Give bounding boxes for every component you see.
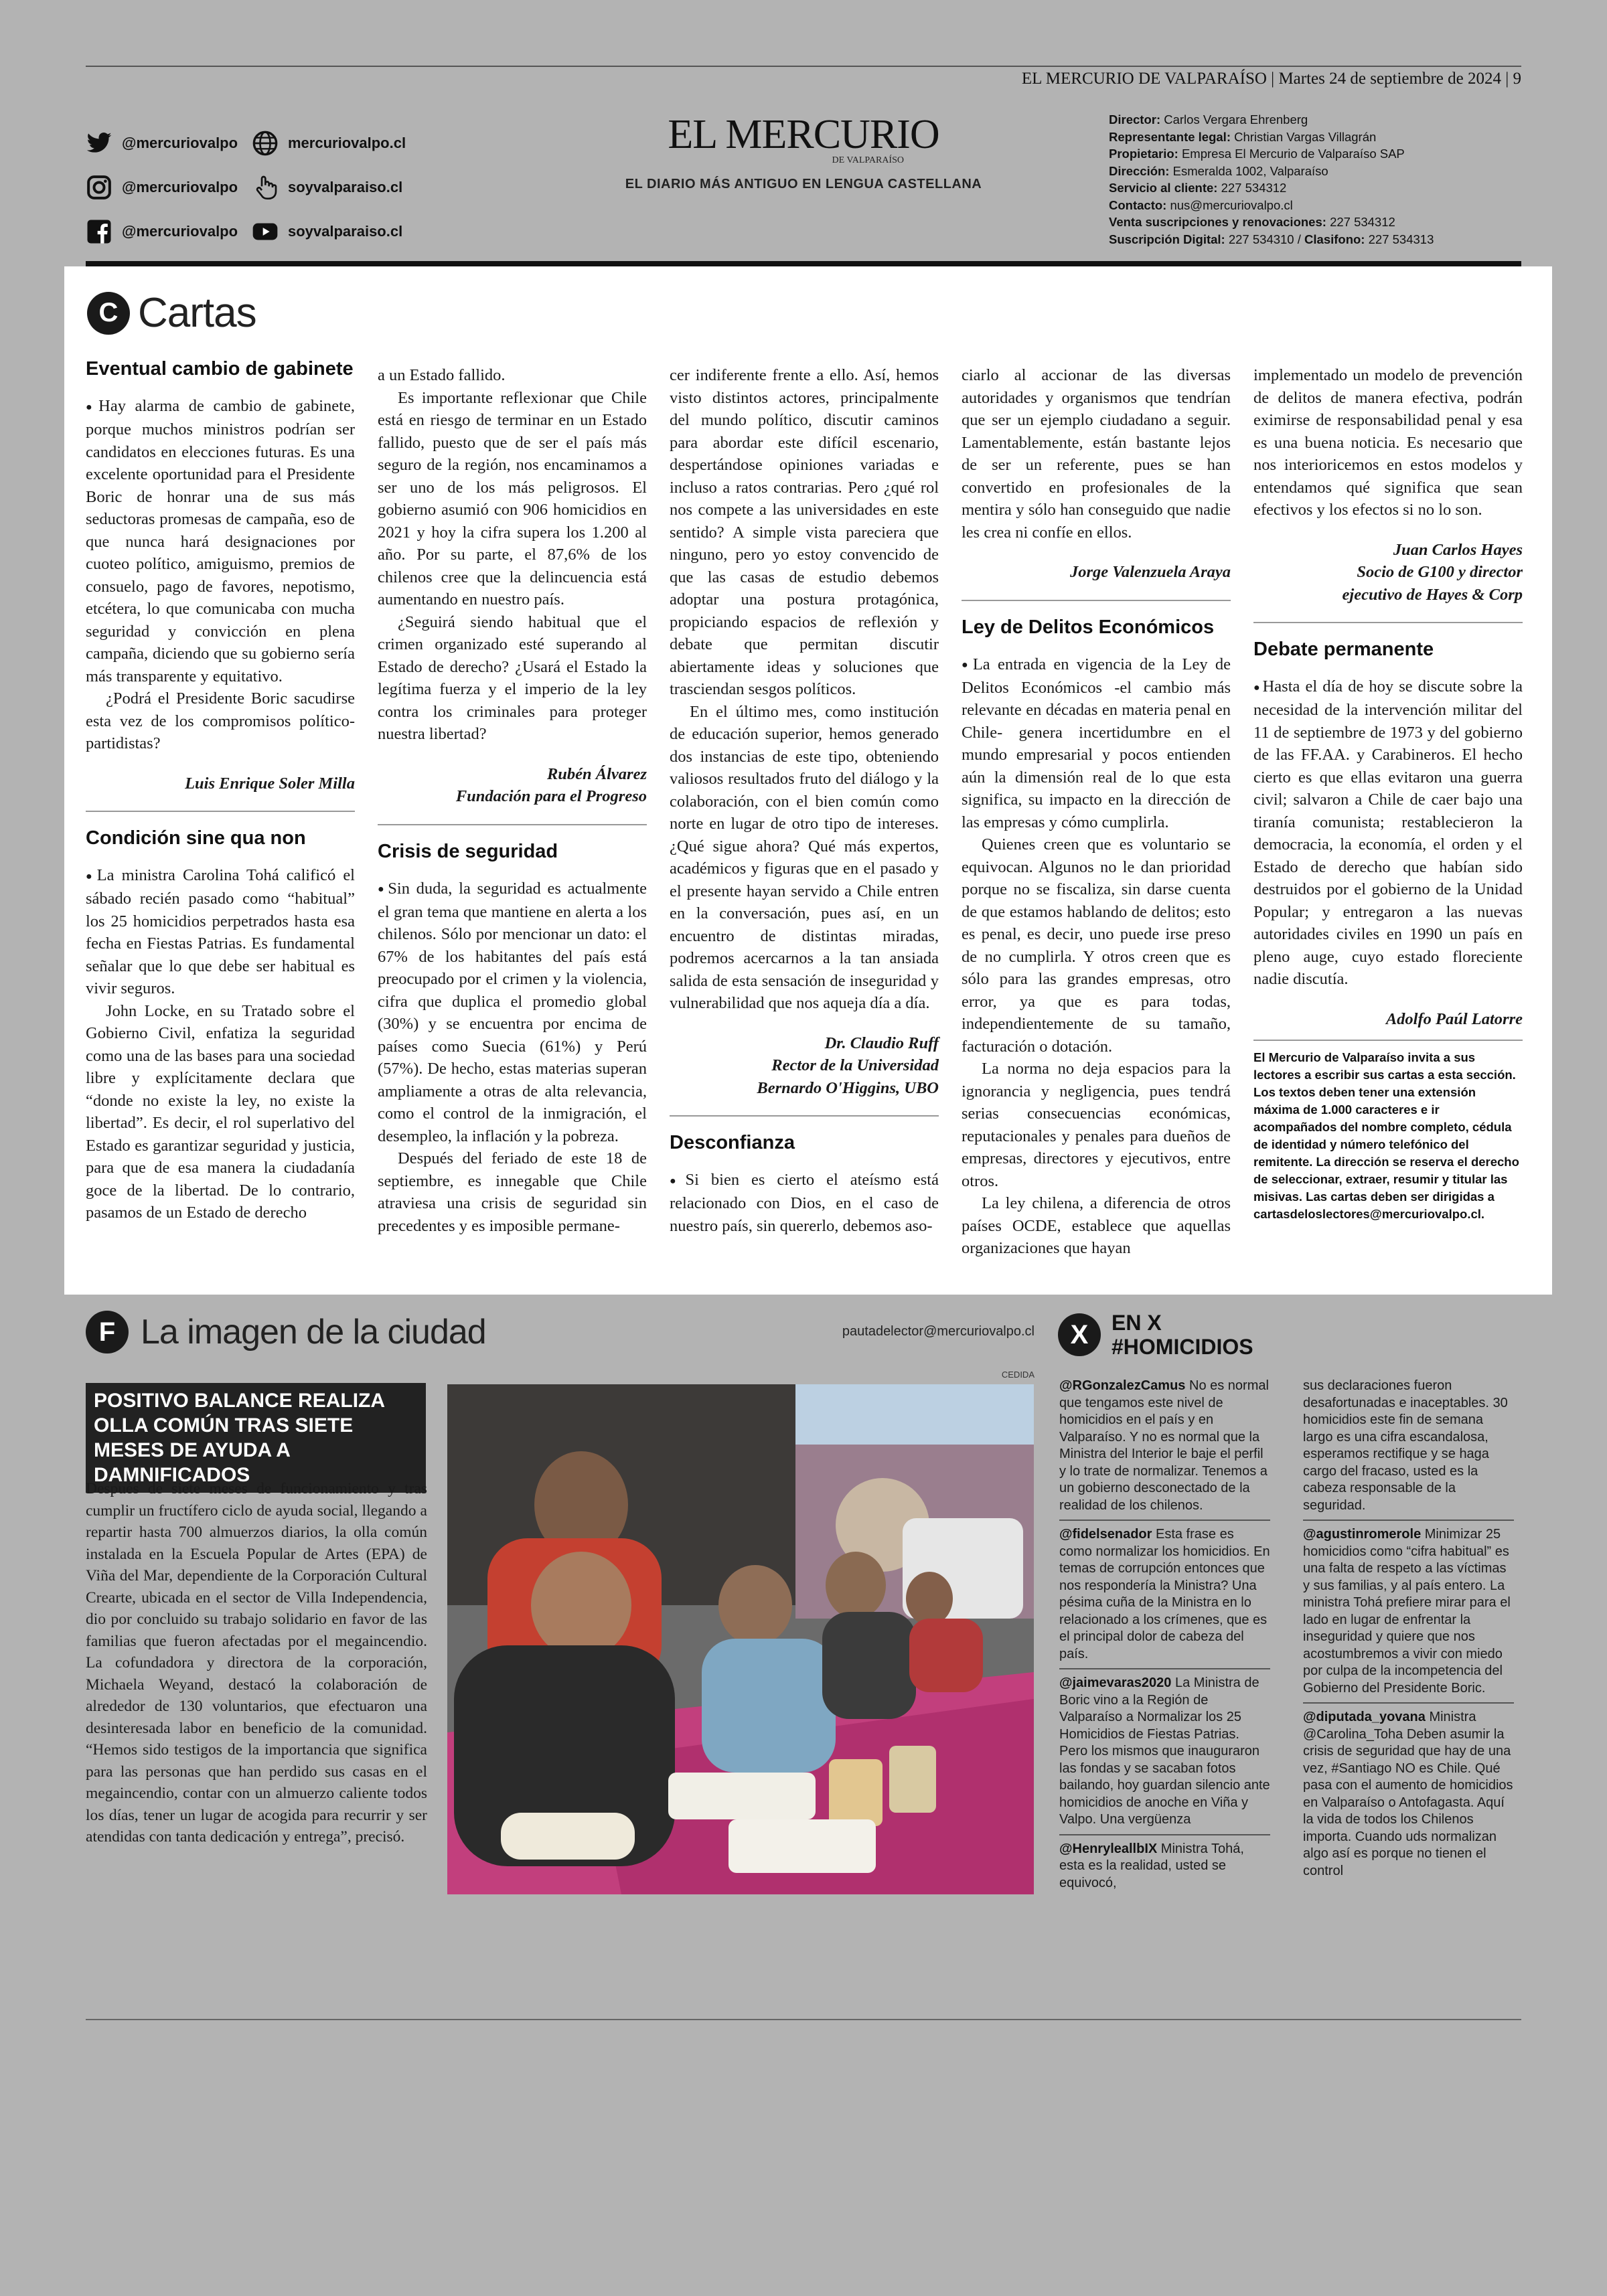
letter-signature: Rubén Álvarez: [546, 764, 647, 783]
letter-paragraph: a un Estado fallido.: [378, 366, 506, 384]
cartas-section: [64, 266, 1552, 1295]
letter-signature-affiliation: Socio de G100 y director: [1357, 563, 1523, 581]
staff-line: Venta suscripciones y renovaciones: 227 534312: [1109, 215, 1395, 229]
x-post: [1303, 1709, 1514, 1885]
x-post-text: Ministra @Carolina_Toha Deben asumir la crisis de seguridad que hay de una vez, #Santiago NO es Chile. Qué pasa con el aumento de homicidios en Valparaíso o Antofagasta. Aquí la vida de todos los Chilenos importa. Cuando uds normalizan algo así es porque no tienen el control: [1303, 1710, 1513, 1878]
x-posts-column-2: [1303, 1378, 1514, 1890]
cartas-header: [87, 289, 256, 337]
social-facebook[interactable]: [86, 218, 238, 245]
letter-signature: Luis Enrique Soler Milla: [185, 774, 355, 793]
x-post: [1059, 1378, 1270, 1521]
staff-box: [1109, 111, 1511, 248]
x-post-user[interactable]: @jaimevaras2020: [1059, 1675, 1172, 1690]
social-label: mercuriovalpo.cl: [288, 135, 406, 151]
x-post: [1059, 1526, 1270, 1669]
x-post-text: Esta frase es como normalizar los homicidios. En temas de corrupción entonces que nos respondería la Ministra? Una pésima cuña de la Ministra en lo relacionado a los crímenes, que es el principal dolor de cabeza del país.: [1059, 1527, 1270, 1661]
letter-paragraph: ● Hay alarma de cambio de gabinete, porque muchos ministros podrían ser candidatos en elecciones futuras. Es una excelente oportunidad para el Presidente Boric de honrar una de sus más seductoras promesas de campaña, eso de que nunca hará designaciones por cuoteo político, amiguismo, premios de consuelo, pago de favores, nepotismo, etcétera, lo que comunicaba con mucha seguridad y convicción en plena campaña, diciendo que su gobierno sería más transparente y equitativo.: [86, 395, 355, 687]
submission-note: El Mercurio de Valparaíso invita a sus lectores a escribir sus cartas a esta sección. Los textos deben tener una extensión máxima de 1.000 caracteres e ir acompañados del nombre completo, cédula de identidad y número telefónico del remitente. La dirección se reserva el derecho de seleccionar, extraer, resumir y titular las misivas. Las cartas deben ser dirigidas a cartasdeloslectores@mercuriovalpo.cl.: [1253, 1050, 1519, 1222]
letter-paragraph: ● Sin duda, la seguridad es actualmente el gran tema que mantiene en alerta a los chilenos. Sólo por mencionar un dato: el 67% de los habitantes del país está preocupado por el crimen y la violencia, cifra que duplica el promedio global (30%) y se encuentra por encima de países como Suecia (61%) y Perú (57%). De hecho, estas materias superan ampliamente a otras de alta relevancia, como el control de la inmigración, el desempleo, la inflación y la pobreza.: [378, 878, 647, 1148]
social-label: soyvalparaiso.cl: [288, 179, 403, 195]
social-youtube[interactable]: [252, 218, 402, 245]
imagen-title: La imagen de la ciudad: [141, 1313, 486, 1351]
cartas-column-5: [1253, 364, 1523, 1223]
letter-signature-affiliation: Bernardo O'Higgins, UBO: [757, 1078, 939, 1097]
staff-line: Representante legal: Christian Vargas Villagrán: [1109, 129, 1377, 144]
divider: [378, 824, 647, 825]
x-post-text: sus declaraciones fueron desafortunadas e inaceptables. 30 homicidios este fin de semana largo es una cifra escandalosa, esperamos rectifique y se haga cargo del fracaso, usted es la cabeza responsable de la seguridad.: [1303, 1378, 1508, 1513]
imagen-headline: POSITIVO BALANCE REALIZA OLLA COMÚN TRAS SIETE MESES DE AYUDA A DAMNIFICADOS: [86, 1383, 426, 1493]
hand-pointer-icon: [252, 174, 279, 201]
logo-name: EL MERCURIO: [668, 112, 939, 157]
x-post: [1303, 1378, 1514, 1521]
photo-illustration: [447, 1384, 1034, 1894]
staff-line: Servicio al cliente: 227 534312: [1109, 181, 1287, 195]
letter-paragraph: En el último mes, como institución de educación superior, hemos generado dos instancias de este tipo, obteniendo valiosos resultados fruto del diálogo y la colaboración, con el bien común como norte en lugar de otro tipo de intereses. ¿Qué sigue ahora? Qué más expertos, académicos y figuras que en el pasado y el presente hayan servido a Chile entren en la conversación, pues así, en un encuentro de distintas miradas, podremos acercarnos a la tan ansiada salida de esta sensación de inseguridad y vulnerabilidad que nos aqueja día a día.: [670, 702, 939, 1012]
divider: [1253, 1040, 1523, 1041]
x-hashtag: #HOMICIDIOS: [1112, 1335, 1253, 1359]
social-soyvalparaiso[interactable]: [252, 174, 402, 201]
imagen-body: Después de siete meses de funcionamiento y tras cumplir un fructífero ciclo de ayuda social, llegando a repartir hasta 700 almuerzos diarios, la olla común instalada en la Escuela Popular de Artes (EPA) de Viña del Mar, dependiente de la Corporación Cultural Crearte, ubicada en el sector de Villa Independencia, dio por concluido su trabajo solidario en favor de las familias que fueron afectadas por el megaincendio. La cofundadora y directora de la corporación, Michaela Weyand, destacó la colaboración de alrededor de 130 voluntarios, que efectuaron una desinteresada labor en beneficio de la comunidad. “Hemos sido testigos de la importancia que significa para las personas que han perdido sus casas en el megaincendio, contar con un almuerzo caliente todos los días, tener un lugar de acogida para recurrir y ser atendidas con tanta dedicación y entrega”, precisó.: [86, 1480, 427, 1846]
section-divider: [86, 261, 1521, 266]
letter-signature: Juan Carlos Hayes: [1393, 540, 1523, 559]
cartas-column-3: [670, 364, 939, 1237]
social-label: @mercuriovalpo: [122, 135, 238, 151]
staff-line: Director: Carlos Vergara Ehrenberg: [1109, 112, 1308, 127]
staff-line: Suscripción Digital: 227 534310 / Clasifono: 227 534313: [1109, 232, 1434, 246]
letter-signature: Dr. Claudio Ruff: [824, 1034, 939, 1052]
instagram-icon: [86, 174, 112, 201]
x-post-user[interactable]: @diputada_yovana: [1303, 1710, 1426, 1724]
x-post-text: No es normal que tengamos este nivel de homicidios en el país y en Valparaíso. Y no es normal que la Ministra del Interior le baje el perfil y lo trate de normalizar. Tenemos a un gobierno desconectado de la realidad de los chilenos.: [1059, 1378, 1269, 1513]
letter-paragraph: Quienes creen que es voluntario se equivocan. Algunos no le dan prioridad porque no se fiscaliza, sin darse cuenta de que estamos hablando de delitos; esto es penal, es decir, uno puede irse preso de no cumplirla. Y otros creen que es sólo para las grandes empresas, otro error, ya que es para todas, independientemente de su tamaño, facturación o dotación.: [962, 835, 1231, 1056]
letter-signature-affiliation: ejecutivo de Hayes & Corp: [1342, 585, 1523, 604]
letter-paragraph: ● Hasta el día de hoy se discute sobre la necesidad de la intervención militar del 11 de septiembre de 1973 y del gobierno de las FF.AA. y Carabineros. El hecho cierto es que ellas evitaron una guerra civil; salvaron a Chile de caer bajo una tiranía comunista; restablecieron la democracia, la economía, el orden y el Estado de derecho que habían sido destruidos por el gobierno de la Unidad Popular; y entregaron a las nuevas autoridades civiles en 1990 un país en pleno auge, cuyo estado floreciente nadie discutía.: [1253, 675, 1523, 991]
imagen-header: [86, 1311, 486, 1354]
x-post-text: Minimizar 25 homicidios como “cifra habitual” es una falta de respeto a las víctimas y sus familias, y al país entero. La ministra Tohá prefiere mirar para el lado en lugar de enfrentar la inseguridad y quiere que nos acostumbremos a vivir con miedo por culpa de la incompetencia del Gobierno del Presidente Boric.: [1303, 1527, 1511, 1696]
letter-paragraph: ciarlo al accionar de las diversas autoridades y organismos que tendrían que ser un ejemplo ciudadano a seguir. Lamentablemente, están bastante lejos de ser un referente, pues se han convertido en profesionales de la mentira y sólo han conseguido que nadie les crea ni confíe en ellos.: [962, 366, 1231, 542]
letter-paragraph: Después del feriado de este 18 de septiembre, es innegable que Chile atraviesa una crisis de seguridad sin precedentes y es imposible permane-: [378, 1149, 647, 1235]
social-instagram[interactable]: [86, 174, 238, 201]
divider: [962, 600, 1231, 601]
staff-line: Dirección: Esmeralda 1002, Valparaíso: [1109, 163, 1328, 178]
letter-title: Eventual cambio de gabinete: [86, 358, 354, 380]
twitter-icon: [86, 130, 112, 157]
letter-title: Desconfianza: [670, 1132, 795, 1153]
staff-line: Contacto: nus@mercuriovalpo.cl: [1109, 197, 1293, 212]
letter-signature: Jorge Valenzuela Araya: [1069, 563, 1231, 581]
letter-paragraph: ● La entrada en vigencia de la Ley de Delitos Económicos -el cambio más relevante en décadas en materia penal en Chile- genera incertidumbre en el mundo empresarial y pocos entienden aún la dimensión real de lo que esta significa, su impacto en la dirección de las empresas y cómo cumplirla.: [962, 653, 1231, 834]
x-post-text: Ministra Tohá, esta es la realidad, usted se equivocó,: [1059, 1841, 1244, 1890]
masthead-logo[interactable]: [603, 114, 1004, 192]
logo-subtitle: DE VALPARAÍSO: [832, 155, 904, 165]
youtube-icon: [252, 218, 279, 245]
letter-signature-affiliation: Fundación para el Progreso: [455, 787, 647, 805]
cartas-section-badge: C: [87, 292, 130, 335]
cartas-column-4: [962, 364, 1231, 1260]
globe-icon: [252, 130, 279, 157]
x-title: [1112, 1311, 1253, 1359]
letter-paragraph: John Locke, en su Tratado sobre el Gobierno Civil, enfatiza la seguridad como una de las bases para una sociedad libre y explícitamente declara que “donde no existe la ley, no existe la libertad”. Es decir, el rol superlativo del Estado es garantizar seguridad y justicia, para que de esa manera la ciudadanía goce de la libertad. De lo contrario, pasamos de un Estado de derecho: [86, 1001, 355, 1222]
letter-title: Ley de Delitos Económicos: [962, 616, 1215, 638]
bottom-rule: [86, 2019, 1521, 2020]
staff-line: Propietario: Empresa El Mercurio de Valparaíso SAP: [1109, 147, 1405, 161]
letter-paragraph: La norma no deja espacios para la ignorancia y negligencia, pues tendrá serias consecuencias económicas, reputacionales y penales para dueños de empresas, directores y ejecutivos, entre otros.: [962, 1060, 1231, 1190]
divider: [670, 1115, 939, 1117]
divider: [86, 811, 355, 812]
x-post-user[interactable]: @HenryleallbIX: [1059, 1841, 1158, 1856]
x-post-user[interactable]: @fidelsenador: [1059, 1527, 1152, 1542]
cartas-title: Cartas: [138, 290, 256, 336]
social-label: @mercuriovalpo: [122, 179, 238, 195]
imagen-section-badge: F: [86, 1311, 129, 1354]
x-post-text: La Ministra de Boric vino a la Región de Valparaíso a Normalizar los 25 Homicidios de Fiestas Patrias. Pero los mismos que inauguraron las fondas y se sacaban fotos bailando, hoy guardan silencio ante homicidios de anoche en Viña y Valpo. Una vergüenza: [1059, 1675, 1270, 1827]
letter-title: Crisis de seguridad: [378, 840, 558, 862]
letter-paragraph: ● La ministra Carolina Tohá calificó el sábado recién pasado como “habitual” los 25 homicidios perpetrados hasta esa fecha en Fiestas Patrias. Es fundamental señalar que lo que debe ser habitual es vivir seguros.: [86, 864, 355, 1000]
divider: [1253, 622, 1523, 623]
photo-credit: CEDIDA: [1001, 1370, 1035, 1380]
letter-signature-affiliation: Rector de la Universidad: [771, 1056, 939, 1074]
x-post: [1059, 1675, 1270, 1835]
x-logo-badge: X: [1058, 1313, 1101, 1356]
letter-paragraph: Es importante reflexionar que Chile está en riesgo de terminar en un Estado fallido, puesto que de ser el país más seguro de la región, nos encaminamos a ser uno de los más peligrosos. El gobierno asumió con 906 homicidios en 2021 y hoy la cifra supera los 1.200 al año. Por su parte, el 87,6% de los chilenos cree que la delincuencia está aumentando en nuestro país.: [378, 388, 647, 608]
x-header: [1058, 1311, 1253, 1359]
olla-comun-photo: [447, 1384, 1034, 1894]
letter-title: Condición sine qua non: [86, 827, 306, 849]
issue-line: EL MERCURIO DE VALPARAÍSO | Martes 24 de septiembre de 2024 | 9: [1021, 70, 1521, 88]
cartas-column-2: [378, 364, 647, 1237]
letter-paragraph: ● Si bien es cierto el ateísmo está relacionado con Dios, en el caso de nuestro país, sin quererlo, debemos aso-: [670, 1169, 939, 1237]
x-post: [1059, 1841, 1270, 1898]
letter-title: Debate permanente: [1253, 639, 1434, 660]
x-post: [1303, 1526, 1514, 1704]
letter-signature: Adolfo Paúl Latorre: [1385, 1009, 1523, 1028]
letter-paragraph: ¿Seguirá siendo habitual que el crimen organizado esté superando al Estado de derecho? ¿Usará el Estado la legítima fuerza y el imperio de la ley contra los criminales para proteger nuestra libertad?: [378, 612, 647, 743]
social-label: @mercuriovalpo: [122, 223, 238, 240]
social-label: soyvalparaiso.cl: [288, 223, 403, 240]
social-twitter[interactable]: [86, 130, 238, 157]
x-title-line-1: EN X: [1112, 1311, 1162, 1335]
tagline: EL DIARIO MÁS ANTIGUO EN LENGUA CASTELLANA: [625, 177, 982, 191]
top-rule: [86, 66, 1521, 67]
x-posts-column-1: [1059, 1378, 1270, 1902]
x-post-user[interactable]: @agustinromerole: [1303, 1527, 1422, 1542]
letter-paragraph: cer indiferente frente a ello. Así, hemos visto distintos actores, principalmente del mundo político, discutir caminos para abordar este difícil escenario, despertándose opiniones variadas e incluso a ratos contrarias. Pero ¿qué rol nos compete a las universidades en este sentido? A simple vista pareciera que ninguno, pero yo estoy convencido de que las casas de estudio debemos adoptar una postura protagónica, propiciando espacios de reflexión y debate que permitan discutir abiertamente ideas y soluciones que trasciendan sesgos políticos.: [670, 366, 939, 698]
letter-paragraph: implementado un modelo de prevención de delitos de manera efectiva, podrán eximirse de responsabilidad penal y esa es una buena noticia. Es necesario que nos interioricemos en estos modelos y entendamos qué significa que sean efectivos y los efectos si no lo son.: [1253, 366, 1523, 519]
cartas-column-1: [86, 353, 355, 1224]
submission-email[interactable]: pautadelector@mercuriovalpo.cl: [842, 1324, 1035, 1339]
letter-paragraph: ¿Podrá el Presidente Boric sacudirse esta vez de los compromisos político-partidistas?: [86, 689, 355, 753]
facebook-icon: [86, 218, 112, 245]
x-post-user[interactable]: @RGonzalezCamus: [1059, 1378, 1186, 1393]
social-web[interactable]: [252, 130, 406, 157]
letter-paragraph: La ley chilena, a diferencia de otros países OCDE, establece que aquellas organizaciones que hayan: [962, 1194, 1231, 1258]
